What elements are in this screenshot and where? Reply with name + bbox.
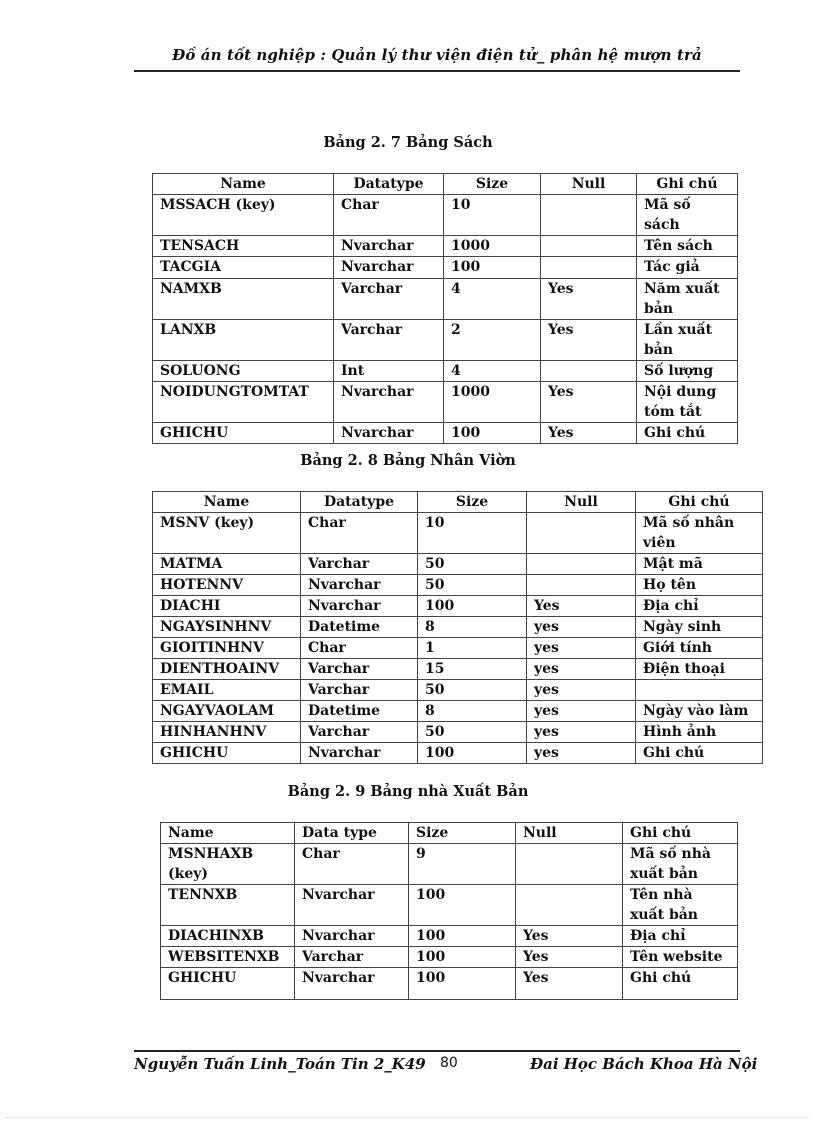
cell-size: 50 bbox=[418, 722, 527, 743]
table-row bbox=[153, 257, 738, 279]
column-header: Null bbox=[516, 823, 623, 844]
cell-note: Lần xuất bản bbox=[637, 320, 738, 361]
cell-datatype: Nvarchar bbox=[301, 743, 418, 764]
cell-note: Mật mã bbox=[636, 554, 763, 575]
cell-null: yes bbox=[527, 701, 636, 722]
column-header: Ghi chú bbox=[637, 174, 738, 195]
cell-datatype: Varchar bbox=[295, 947, 409, 968]
cell-null: Yes bbox=[516, 968, 623, 1000]
table-row bbox=[153, 361, 738, 382]
cell-datatype: Char bbox=[295, 844, 409, 885]
cell-null: Yes bbox=[516, 926, 623, 947]
cell-name: LANXB bbox=[153, 320, 334, 361]
cell-null bbox=[541, 257, 637, 279]
cell-note: Năm xuất bản bbox=[637, 279, 738, 320]
page-header: Đồ án tốt nghiệp : Quản lý thư viện điện tử_ phân hệ mượn trả bbox=[172, 46, 702, 64]
footer-school: Đai Học Bách Khoa Hà Nội bbox=[530, 1055, 758, 1073]
cell-note: Số lượng bbox=[637, 361, 738, 382]
cell-name: MSNHAXB (key) bbox=[161, 844, 295, 885]
cell-datatype: Char bbox=[301, 513, 418, 554]
table-row bbox=[161, 844, 738, 885]
table-row bbox=[153, 596, 763, 617]
cell-null bbox=[541, 361, 637, 382]
table-nhanvien bbox=[152, 491, 763, 764]
column-header: Null bbox=[541, 174, 637, 195]
cell-null bbox=[527, 554, 636, 575]
cell-datatype: Char bbox=[301, 638, 418, 659]
table-row bbox=[161, 926, 738, 947]
cell-note: Tác giả bbox=[637, 257, 738, 279]
cell-datatype: Nvarchar bbox=[334, 257, 444, 279]
column-header: Name bbox=[153, 174, 334, 195]
cell-note: Địa chỉ bbox=[636, 596, 763, 617]
cell-name: HINHANHNV bbox=[153, 722, 301, 743]
cell-note: Ghi chú bbox=[636, 743, 763, 764]
table-row bbox=[153, 554, 763, 575]
cell-size: 4 bbox=[444, 361, 541, 382]
cell-note: Ghi chú bbox=[637, 423, 738, 444]
cell-note: Mã số nhân viên bbox=[636, 513, 763, 554]
cell-size: 9 bbox=[409, 844, 516, 885]
footer-author: Nguyễn Tuấn Linh_Toán Tin 2_K49 bbox=[134, 1055, 426, 1073]
table-row bbox=[153, 236, 738, 257]
cell-size: 10 bbox=[418, 513, 527, 554]
table-row bbox=[153, 195, 738, 236]
cell-name: TENNXB bbox=[161, 885, 295, 926]
cell-size: 1000 bbox=[444, 236, 541, 257]
cell-datatype: Varchar bbox=[334, 279, 444, 320]
cell-size: 15 bbox=[418, 659, 527, 680]
cell-name: NGAYVAOLAM bbox=[153, 701, 301, 722]
cell-size: 4 bbox=[444, 279, 541, 320]
table-row bbox=[161, 947, 738, 968]
cell-null: Yes bbox=[527, 596, 636, 617]
cell-name: DIENTHOAINV bbox=[153, 659, 301, 680]
column-header: Size bbox=[409, 823, 516, 844]
cell-datatype: Nvarchar bbox=[295, 926, 409, 947]
table-row bbox=[153, 382, 738, 423]
cell-note: Ghi chú bbox=[623, 968, 738, 1000]
table-row bbox=[153, 423, 738, 444]
cell-null: Yes bbox=[516, 947, 623, 968]
cell-datatype: Int bbox=[334, 361, 444, 382]
cell-note: Mã số nhà xuất bản bbox=[623, 844, 738, 885]
table-caption-sach: Bảng 2. 7 Bảng Sách bbox=[323, 134, 493, 151]
cell-datatype: Varchar bbox=[301, 554, 418, 575]
table-row bbox=[153, 743, 763, 764]
table-caption-nhaxuatban: Bảng 2. 9 Bảng nhà Xuất Bản bbox=[287, 783, 529, 800]
cell-size: 100 bbox=[418, 743, 527, 764]
cell-datatype: Varchar bbox=[301, 659, 418, 680]
column-header: Name bbox=[161, 823, 295, 844]
cell-name: TACGIA bbox=[153, 257, 334, 279]
cell-name: GIOITINHNV bbox=[153, 638, 301, 659]
table-header-row bbox=[161, 823, 738, 844]
cell-name: DIACHINXB bbox=[161, 926, 295, 947]
cell-null: Yes bbox=[541, 320, 637, 361]
table-row bbox=[153, 617, 763, 638]
cell-null bbox=[527, 575, 636, 596]
cell-note: Địa chỉ bbox=[623, 926, 738, 947]
cell-note: Nội dung tóm tắt bbox=[637, 382, 738, 423]
cell-size: 100 bbox=[444, 257, 541, 279]
column-header: Ghi chú bbox=[636, 492, 763, 513]
table-caption-nhanvien: Bảng 2. 8 Bảng Nhân Viờn bbox=[300, 452, 516, 469]
cell-datatype: Nvarchar bbox=[334, 236, 444, 257]
cell-note: Giới tính bbox=[636, 638, 763, 659]
cell-note: Ngày vào làm bbox=[636, 701, 763, 722]
cell-datatype: Nvarchar bbox=[301, 575, 418, 596]
cell-name: WEBSITENXB bbox=[161, 947, 295, 968]
cell-null: yes bbox=[527, 617, 636, 638]
cell-size: 100 bbox=[409, 947, 516, 968]
cell-null: Yes bbox=[541, 382, 637, 423]
table-row bbox=[161, 885, 738, 926]
column-header: Datatype bbox=[334, 174, 444, 195]
table-row bbox=[153, 279, 738, 320]
column-header: Size bbox=[444, 174, 541, 195]
header-rule bbox=[134, 70, 740, 72]
column-header: Name bbox=[153, 492, 301, 513]
column-header: Datatype bbox=[301, 492, 418, 513]
table-row bbox=[153, 680, 763, 701]
table-row bbox=[153, 659, 763, 680]
cell-size: 50 bbox=[418, 575, 527, 596]
cell-size: 100 bbox=[409, 885, 516, 926]
table-row bbox=[153, 320, 738, 361]
column-header: Size bbox=[418, 492, 527, 513]
cell-null: Yes bbox=[541, 423, 637, 444]
table-nhaxuatban bbox=[160, 822, 738, 1000]
cell-datatype: Nvarchar bbox=[295, 885, 409, 926]
cell-datatype: Datetime bbox=[301, 617, 418, 638]
cell-note: Ngày sinh bbox=[636, 617, 763, 638]
cell-null bbox=[516, 844, 623, 885]
column-header: Ghi chú bbox=[623, 823, 738, 844]
cell-name: SOLUONG bbox=[153, 361, 334, 382]
cell-name: GHICHU bbox=[161, 968, 295, 1000]
cell-datatype: Nvarchar bbox=[295, 968, 409, 1000]
cell-null: yes bbox=[527, 722, 636, 743]
cell-null: yes bbox=[527, 680, 636, 701]
cell-size: 100 bbox=[409, 968, 516, 1000]
cell-note: Hình ảnh bbox=[636, 722, 763, 743]
cell-name: MSNV (key) bbox=[153, 513, 301, 554]
column-header: Data type bbox=[295, 823, 409, 844]
cell-null bbox=[541, 236, 637, 257]
cell-note: Tên nhà xuất bản bbox=[623, 885, 738, 926]
cell-datatype: Varchar bbox=[301, 680, 418, 701]
cell-note: Tên sách bbox=[637, 236, 738, 257]
cell-null: Yes bbox=[541, 279, 637, 320]
cell-note: Điện thoại bbox=[636, 659, 763, 680]
cell-name: NAMXB bbox=[153, 279, 334, 320]
table-header-row bbox=[153, 174, 738, 195]
cell-name: NOIDUNGTOMTAT bbox=[153, 382, 334, 423]
cell-size: 1000 bbox=[444, 382, 541, 423]
cell-null bbox=[516, 885, 623, 926]
cell-name: GHICHU bbox=[153, 423, 334, 444]
cell-size: 50 bbox=[418, 680, 527, 701]
cell-size: 8 bbox=[418, 701, 527, 722]
cell-null: yes bbox=[527, 638, 636, 659]
cell-note: Mã số sách bbox=[637, 195, 738, 236]
table-row bbox=[153, 513, 763, 554]
cell-note: Tên website bbox=[623, 947, 738, 968]
table-row bbox=[153, 722, 763, 743]
column-header: Null bbox=[527, 492, 636, 513]
cell-datatype: Datetime bbox=[301, 701, 418, 722]
cell-name: EMAIL bbox=[153, 680, 301, 701]
footer-rule bbox=[134, 1050, 740, 1052]
cell-datatype: Nvarchar bbox=[334, 423, 444, 444]
cell-size: 1 bbox=[418, 638, 527, 659]
cell-name: MSSACH (key) bbox=[153, 195, 334, 236]
cell-name: TENSACH bbox=[153, 236, 334, 257]
cell-size: 50 bbox=[418, 554, 527, 575]
cell-name: NGAYSINHNV bbox=[153, 617, 301, 638]
page-number: 80 bbox=[440, 1055, 458, 1071]
cell-size: 10 bbox=[444, 195, 541, 236]
cell-name: MATMA bbox=[153, 554, 301, 575]
cell-name: GHICHU bbox=[153, 743, 301, 764]
table-row bbox=[161, 968, 738, 1000]
cell-null: yes bbox=[527, 743, 636, 764]
cell-name: HOTENNV bbox=[153, 575, 301, 596]
cell-null bbox=[527, 513, 636, 554]
table-row bbox=[153, 575, 763, 596]
cell-size: 8 bbox=[418, 617, 527, 638]
cell-datatype: Varchar bbox=[301, 722, 418, 743]
cell-size: 100 bbox=[418, 596, 527, 617]
cell-datatype: Nvarchar bbox=[334, 382, 444, 423]
cell-note: Họ tên bbox=[636, 575, 763, 596]
table-header-row bbox=[153, 492, 763, 513]
cell-datatype: Char bbox=[334, 195, 444, 236]
cell-size: 100 bbox=[444, 423, 541, 444]
cell-size: 2 bbox=[444, 320, 541, 361]
table-row bbox=[153, 701, 763, 722]
cell-datatype: Varchar bbox=[334, 320, 444, 361]
table-sach bbox=[152, 173, 738, 444]
cell-size: 100 bbox=[409, 926, 516, 947]
table-row bbox=[153, 638, 763, 659]
cell-datatype: Nvarchar bbox=[301, 596, 418, 617]
page-edge-dotted-line bbox=[6, 1117, 810, 1118]
cell-null: yes bbox=[527, 659, 636, 680]
cell-null bbox=[541, 195, 637, 236]
cell-note bbox=[636, 680, 763, 701]
cell-name: DIACHI bbox=[153, 596, 301, 617]
